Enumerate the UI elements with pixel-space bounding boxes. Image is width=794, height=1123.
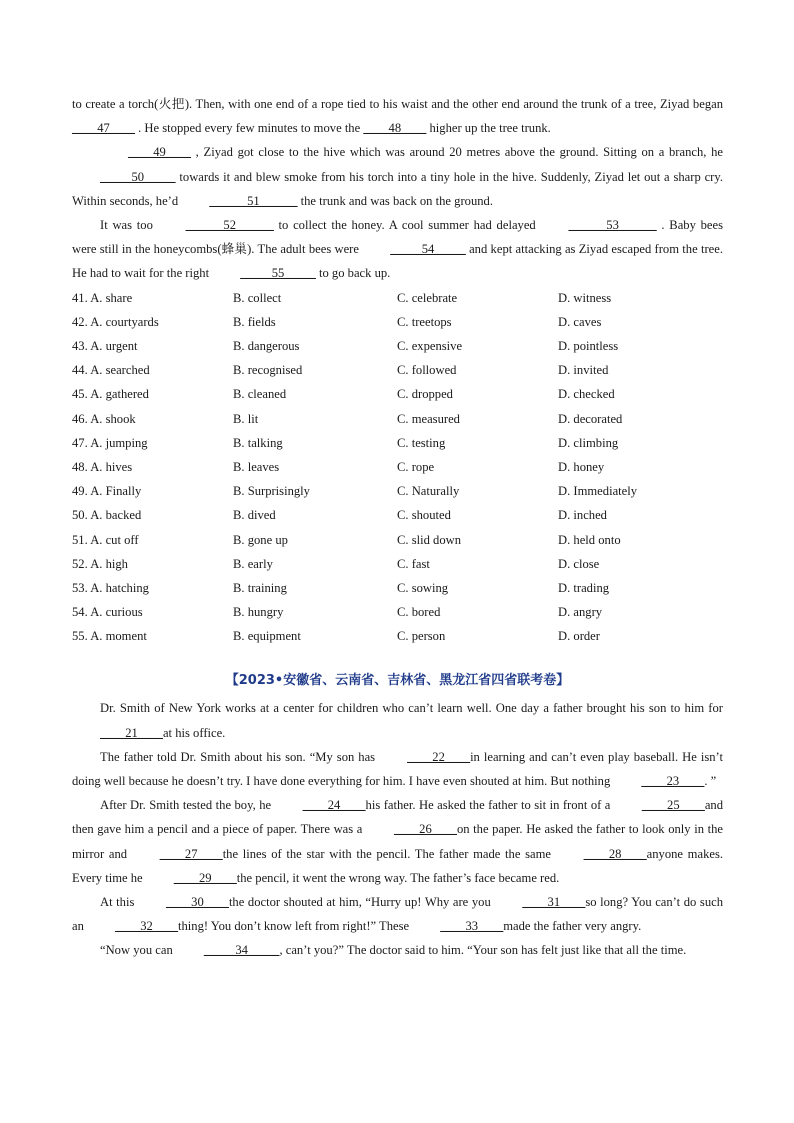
option-d: D. trading (558, 580, 610, 595)
option-c: C. followed (397, 363, 457, 378)
option-a: 50. A. backed (72, 508, 142, 523)
option-c: C. bored (397, 605, 441, 620)
options-list (72, 286, 723, 649)
text-run: , Ziyad got close to the hive which was around 20 metres above the ground. Sitting on a branch, he (190, 145, 723, 160)
option-d: D. pointless (558, 339, 619, 353)
blank-51: ______51______ (209, 193, 298, 208)
text-run: the pencil, it went the wrong way. The father’s face became red. (236, 870, 560, 885)
option-c: C. rope (397, 459, 435, 474)
option-a: 53. A. hatching (72, 580, 149, 595)
text-run: the doctor shouted at him, “Hurry up! Why are you (228, 895, 495, 910)
text-run: on the paper. He asked the father to look only in the mirror and (72, 822, 723, 861)
blank-21: ____21____ (100, 725, 163, 740)
option-c: C. fast (397, 556, 430, 571)
text-run: his father. He asked the father to sit in front of a (365, 798, 614, 813)
option-c: C. dropped (397, 387, 453, 402)
document-page (72, 92, 723, 963)
option-a: 47. A. jumping (72, 435, 148, 450)
blank-27: ____27____ (159, 846, 223, 861)
text-run: It was too (100, 218, 158, 233)
passage2-para1 (72, 696, 723, 744)
text-run: so long? You can’t do such an (72, 895, 723, 934)
option-b: B. dived (233, 508, 276, 523)
passage2-para3 (72, 793, 723, 890)
option-d: D. decorated (558, 411, 623, 426)
option-c: C. slid down (397, 532, 462, 547)
option-a: 45. A. gathered (72, 387, 149, 402)
option-b: B. leaves (233, 459, 280, 474)
option-row-41 (72, 286, 723, 310)
option-row-44 (72, 358, 723, 382)
section-heading: 【2023•安徽省、云南省、吉林省、黑龙江省四省联考卷】 (225, 673, 570, 689)
option-row-50 (72, 503, 723, 527)
text-run: The father told Dr. Smith about his son. “My son has (100, 749, 380, 764)
option-b: B. gone up (233, 532, 288, 547)
option-b: B. training (233, 580, 287, 595)
option-row-51 (72, 528, 723, 552)
option-row-43 (72, 334, 723, 358)
text-run: in learning and can’t even play baseball. He isn’t doing well because he doesn’t try. I have done everything for him. I have even shouted at him. But nothing (72, 749, 723, 789)
option-d: D. inched (558, 508, 607, 523)
option-a: 48. A. hives (72, 459, 133, 474)
text-run: towards it and blew smoke from his torch into a tiny hole in the hive. Suddenly, Ziyad let out a sharp cry. Within seconds, he’d (72, 169, 723, 208)
blank-29: ____29____ (173, 870, 237, 885)
option-b: B. Surprisingly (233, 484, 310, 499)
blank-50: _____50_____ (100, 169, 176, 184)
option-b: B. hungry (233, 605, 284, 620)
text-run: the lines of the star with the pencil. The father made the same (222, 846, 556, 861)
blank-34: _____34_____ (203, 943, 280, 958)
option-a: 54. A. curious (72, 605, 143, 620)
text-run: . ” (704, 774, 717, 789)
option-row-48 (72, 455, 723, 479)
text-run: at his office. (162, 725, 226, 740)
text-run: thing! You don’t know left from right!” These (178, 919, 413, 934)
text-run: After Dr. Smith tested the boy, he (100, 798, 275, 813)
text-run: to go back up. (315, 266, 391, 281)
option-row-45 (72, 382, 723, 406)
blank-30: ____30____ (165, 895, 229, 910)
blank-52: ______52______ (185, 218, 274, 233)
option-c: C. treetops (397, 314, 452, 329)
text-run: “Now you can (100, 943, 176, 958)
option-row-42 (72, 310, 723, 334)
blank-32: ____32____ (115, 919, 179, 934)
option-b: B. dangerous (233, 339, 300, 353)
option-c: C. testing (397, 435, 446, 450)
option-b: B. talking (233, 435, 283, 450)
option-b: B. lit (233, 411, 259, 426)
option-d: D. caves (558, 314, 602, 329)
option-c: C. shouted (397, 508, 451, 523)
option-b: B. early (233, 556, 273, 571)
option-row-49 (72, 479, 723, 503)
text-run: , can’t you?” The doctor said to him. “Your son has felt just like that all the time. (279, 943, 687, 958)
option-c: C. sowing (397, 580, 449, 595)
option-c: C. measured (397, 411, 460, 426)
text-run: Dr. Smith of New York works at a center for children who can’t learn well. One day a father brought his son to him for (100, 701, 723, 716)
option-row-54 (72, 600, 723, 624)
option-d: D. Immediately (558, 484, 638, 499)
option-b: B. fields (233, 314, 276, 329)
option-c: C. Naturally (397, 484, 460, 499)
option-b: B. equipment (233, 629, 301, 644)
option-d: D. witness (558, 290, 612, 305)
text-run: the trunk and was back on the ground. (297, 193, 493, 208)
text-run: . He stopped every few minutes to move the (134, 121, 364, 136)
blank-23: ____23____ (641, 774, 705, 789)
option-row-55 (72, 624, 723, 648)
text-run: to create a torch(火把). Then, with one end of a rope tied to his waist and the other end around the trunk of a tree, Ziyad began (72, 97, 723, 111)
blank-55: _____55_____ (240, 266, 316, 281)
passage2-para5 (72, 938, 723, 962)
passage1-para3 (72, 213, 723, 286)
passage2-para2 (72, 745, 723, 793)
option-row-46 (72, 407, 723, 431)
option-a: 51. A. cut off (72, 532, 139, 547)
text-run: . Baby bees were still in the honeycombs(蜂巢). The adult bees were (72, 218, 724, 257)
passage2-para4 (72, 890, 723, 938)
option-b: B. recognised (233, 363, 303, 378)
option-d: D. checked (558, 387, 615, 402)
blank-54: _____54_____ (390, 242, 466, 257)
option-c: C. expensive (397, 339, 463, 353)
option-a: 43. A. urgent (72, 339, 138, 353)
option-d: D. climbing (558, 435, 619, 450)
option-b: B. cleaned (233, 387, 287, 402)
text-run: At this (100, 895, 138, 910)
blank-31: ____31____ (522, 895, 586, 910)
text-run: to collect the honey. A cool summer had delayed (273, 218, 541, 233)
text-run: anyone makes. Every time he (72, 846, 724, 885)
option-a: 55. A. moment (72, 629, 147, 644)
blank-28: ____28____ (583, 846, 647, 861)
blank-24: ____24____ (302, 798, 366, 813)
option-d: D. invited (558, 363, 609, 378)
blank-25: ____25____ (641, 798, 705, 813)
blank-26: ____26____ (393, 822, 457, 837)
option-d: D. angry (558, 605, 603, 620)
option-a: 49. A. Finally (72, 484, 142, 499)
option-d: D. honey (558, 459, 605, 474)
option-a: 44. A. searched (72, 363, 150, 378)
option-a: 52. A. high (72, 556, 128, 571)
option-row-52 (72, 552, 723, 576)
option-a: 41. A. share (72, 290, 133, 305)
text-run: made the father very angry. (503, 919, 642, 934)
blank-49: ____49____ (128, 145, 191, 160)
option-d: D. close (558, 556, 600, 571)
option-a: 42. A. courtyards (72, 314, 159, 329)
blank-48: ____48____ (363, 121, 427, 136)
option-a: 46. A. shook (72, 411, 136, 426)
blank-53: ______53______ (568, 218, 657, 233)
text-run: and then gave him a pencil and a piece of paper. There was a (72, 798, 723, 837)
blank-22: ____22____ (407, 749, 471, 764)
blank-47: ____47____ (72, 121, 135, 136)
option-d: D. order (558, 629, 600, 644)
option-row-47 (72, 431, 723, 455)
option-b: B. collect (233, 290, 282, 305)
option-c: C. celebrate (397, 290, 458, 305)
passage1-para1 (72, 92, 723, 140)
option-row-53 (72, 576, 723, 600)
text-run: and kept attacking as Ziyad escaped from the tree. He had to wait for the right (72, 242, 723, 281)
text-run: higher up the tree trunk. (426, 121, 551, 136)
option-d: D. held onto (558, 532, 621, 547)
passage1-para2 (72, 140, 723, 213)
option-c: C. person (397, 629, 446, 644)
blank-33: ____33____ (440, 919, 504, 934)
